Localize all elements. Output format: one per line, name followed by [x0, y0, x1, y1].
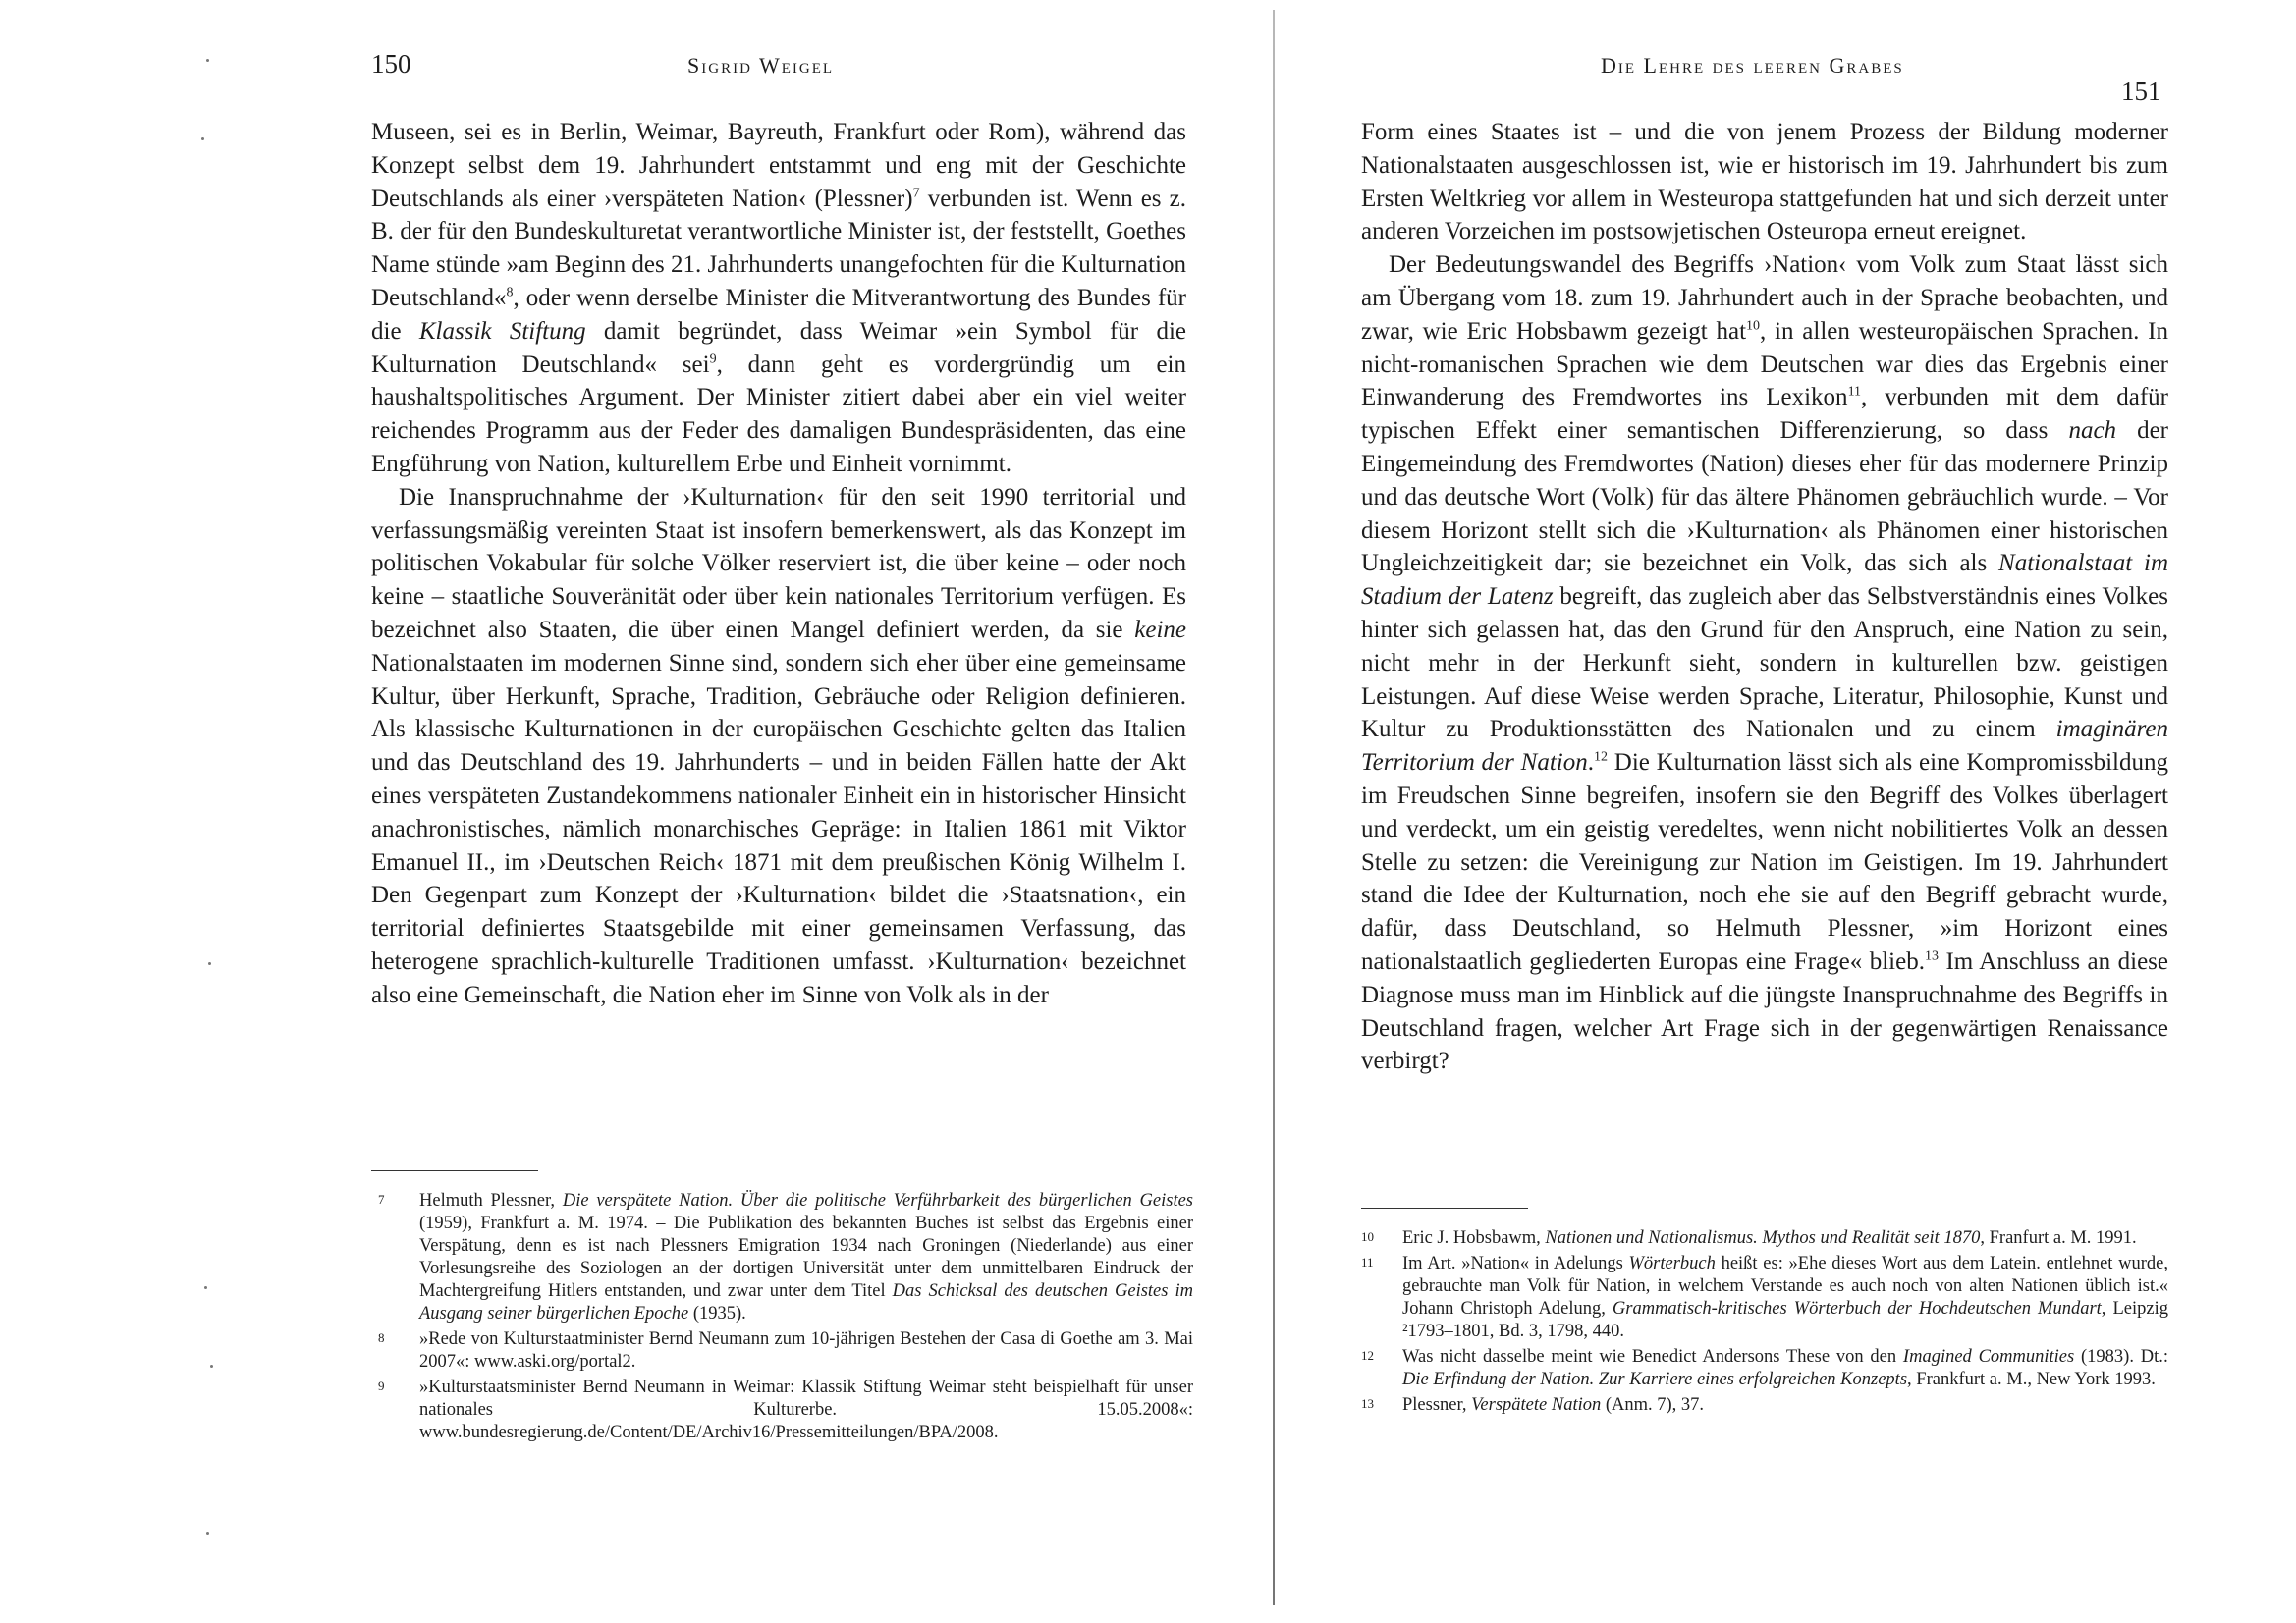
- text-run: »Kulturstaatsminister Bernd Neumann in Weimar: Klassik Stiftung Weimar steht beispielhaft für unser nationales Kulturerbe. 15.05.2008«: www.bundesregierung.de/Content/DE/Archiv16/Pressemitteilungen/BPA/2008.: [419, 1378, 1193, 1442]
- paragraph: [371, 481, 1186, 1012]
- right-page-number: 151: [2121, 77, 2161, 106]
- footnote: [378, 1377, 1193, 1444]
- italic-text: Grammatisch-kritisches Wörterbuch der Hochdeutschen Mundart: [1612, 1299, 2102, 1319]
- scan-speck: [208, 962, 211, 965]
- scan-speck: [206, 59, 209, 62]
- text-run: Plessner,: [1402, 1395, 1472, 1415]
- text-run: , Franfurt a. M. 1991.: [1980, 1228, 2137, 1248]
- italic-text: Verspätete Nation: [1471, 1395, 1602, 1415]
- left-running-head: Sigrid Weigel: [687, 53, 835, 78]
- text-run: Die Inanspruchnahme der ›Kulturnation‹ für den seit 1990 territorial und verfassungsmäßig vereinten Staat ist insofern bemerkenswert, als das Konzept im politischen Vokabular für solche Völker reserviert ist, die über keine – oder noch keine – staatliche Souveränität oder über kein nationales Territorium verfügen. Es bezeichnet also Staaten, die über einen Mangel definiert werden, da sie: [371, 483, 1186, 643]
- text-run: (1935).: [688, 1304, 746, 1324]
- footnote-reference: 12: [1593, 749, 1608, 765]
- text-run: Museen, sei es in Berlin, Weimar, Bayreuth, Frankfurt oder Rom), während das Konzept selbst dem 19. Jahrhundert entstammt und eng mit der Geschichte Deutschlands als einer ›verspäteten Nation‹ (Plessner): [371, 119, 1186, 212]
- right-body-text: [1361, 116, 2168, 1078]
- paragraph: [1361, 116, 2168, 248]
- italic-text: Nationen und Nationalismus. Mythos und Realität seit 1870: [1545, 1228, 1981, 1248]
- italic-text: Nationalstaat im Stadium der Latenz: [1361, 550, 2168, 611]
- italic-text: Imagined Communities: [1902, 1347, 2075, 1367]
- text-run: Die Kulturnation lässt sich als eine Kompromissbildung im Freudschen Sinne begreifen, insofern sie den Begriff des Volkes überlagert und verdeckt, um ein geistig veredeltes, wenn nicht nobilitiertes Volk an dessen Stelle zu setzen: die Vereinigung zur Nation im Geistigen. Im 19. Jahrhundert stand die Idee der Kulturnation, noch ehe sie auf den Begriff gebracht wurde, dafür, dass Deutschland, so Helmuth Plessner, »im Horizont eines nationalstaatlich gegliederten Europas eine Frage« blieb.: [1361, 749, 2168, 975]
- right-footnotes: [1361, 1227, 2168, 1420]
- footnote-reference: 11: [1847, 385, 1862, 401]
- footnote-reference: 9: [709, 352, 717, 367]
- footnote-number: 7: [378, 1192, 385, 1207]
- footnote-reference: 13: [1924, 948, 1939, 964]
- left-footnote-rule: [371, 1170, 538, 1171]
- right-footnote-rule: [1361, 1208, 1528, 1209]
- text-run: heißt es: »Ehe dieses Wort aus dem Latein. entlehnet wurde, gebrauchte man Volk für Nation, in welchem Verstande es auch noch von alten Nationen üblich ist.« Johann Christoph Adelung,: [1402, 1254, 2168, 1319]
- scan-speck: [204, 1286, 207, 1289]
- text-run: »Rede von Kulturstaatminister Bernd Neumann zum 10-jährigen Bestehen der Casa di Goethe am 3. Mai 2007«: www.aski.org/portal2.: [419, 1329, 1193, 1372]
- text-run: , dann geht es vordergründig um ein haushaltspolitisches Argument. Der Minister zitiert dabei aber ein viel weiter reichendes Programm aus der Feder des damaligen Bundespräsidenten, das eine Engführung von Nation, kulturellem Erbe und Einheit vornimmt.: [371, 351, 1186, 477]
- paragraph: [371, 116, 1186, 481]
- text-run: Was nicht dasselbe meint wie Benedict Andersons These von den: [1402, 1347, 1903, 1367]
- page-gutter: [1273, 10, 1275, 1605]
- left-body-text: [371, 116, 1186, 1012]
- italic-text: Die verspätete Nation. Über die politische Verführbarkeit des bürgerlichen Geistes: [562, 1191, 1193, 1211]
- footnote-number: 9: [378, 1379, 385, 1393]
- left-footnotes: [378, 1190, 1193, 1447]
- italic-text: Die Erfindung der Nation. Zur Karriere eines erfolgreichen Konzepts: [1402, 1370, 1908, 1389]
- text-run: , in allen westeuropäischen Sprachen. In nicht-romanischen Sprachen wie dem Deutschen war dies das Ergebnis einer Einwanderung des Fremdwortes ins Lexikon: [1361, 317, 2168, 411]
- text-run: verbunden ist. Wenn es z. B. der für den Bundeskulturetat verantwortliche Minister ist, der feststellt, Goethes Name stünde »am Beginn des 21. Jahrhunderts unangefochten für die Kulturnation Deutschland«: [371, 185, 1186, 311]
- text-run: Form eines Staates ist – und die von jenem Prozess der Bildung moderner Nationalstaaten ausgeschlossen ist, wie er historisch im 19. Jahrhundert bis zum Ersten Weltkrieg vor allem in Westeuropa stattgefunden hat und sich derzeit unter anderen Vorzeichen im postsowjetischen Osteuropa erneut ereignet.: [1361, 119, 2168, 245]
- text-run: (1959), Frankfurt a. M. 1974. – Die Publikation des bekannten Buches ist selbst das Ergebnis einer Verspätung, denn es ist nach Plessners Emigration 1934 nach Groningen (Niederlande) aus einer Vorlesungsreihe des Soziologen an der dortigen Universität unter dem unmittelbaren Eindruck der Machtergreifung Hitlers entstanden, und zwar unter dem Titel: [419, 1214, 1193, 1301]
- text-run: .: [1587, 749, 1594, 777]
- italic-text: Klassik Stiftung: [418, 317, 586, 345]
- text-run: begreift, das zugleich aber das Selbstverständnis eines Volkes hinter sich gelassen hat, das den Grund für den Anspruch, eine Nation zu sein, nicht mehr in der Herkunft sieht, sondern in kulturellen bzw. geistigen Leistungen. Auf diese Weise werden Sprache, Literatur, Philosophie, Kunst und Kultur zu Produktionsstätten des Nationalen und zu einem: [1361, 583, 2168, 743]
- text-run: Eric J. Hobsbawm,: [1402, 1228, 1546, 1248]
- text-run: , oder wenn derselbe Minister die Mitverantwortung des Bundes für die: [371, 284, 1186, 345]
- text-run: Im Art. »Nation« in Adelungs: [1402, 1254, 1629, 1273]
- footnote-reference: 8: [506, 285, 514, 300]
- text-run: (Anm. 7), 37.: [1601, 1395, 1705, 1415]
- footnote-number: 12: [1361, 1348, 1374, 1363]
- footnote: [378, 1328, 1193, 1374]
- text-run: damit begründet, dass Weimar »ein Symbol für die Kulturnation Deutschland« sei: [371, 317, 1186, 378]
- text-run: , Leipzig ²1793–1801, Bd. 3, 1798, 440.: [1402, 1299, 2168, 1341]
- paragraph: [1361, 248, 2168, 1078]
- footnote-number: 10: [1361, 1229, 1374, 1244]
- text-run: Nationalstaaten im modernen Sinne sind, sondern sich eher über eine gemeinsame Kultur, über Herkunft, Sprache, Tradition, Gebräuche oder Religion definieren. Als klassische Kulturnationen in der europäischen Geschichte gelten das Italien und das Deutschland des 19. Jahrhunderts – und in beiden Fällen hatte der Akt eines verspäteten Zustandekommens nationaler Einheit ein in historischer Hinsicht anachronistisches, nämlich monarchisches Gepräge: in Italien 1861 mit Viktor Emanuel II., im ›Deutschen Reich‹ 1871 mit dem preußischen König Wilhelm I. Den Gegenpart zum Konzept der ›Kulturnation‹ bildet die ›Staatsnation‹, ein territorial definiertes Staatsgebilde mit einer gemeinsamen Verfassung, das heterogene sprachlich-kulturelle Traditionen umfasst. ›Kulturnation‹ bezeichnet also eine Gemeinschaft, die Nation eher im Sinne von Volk als in der: [371, 649, 1186, 1008]
- footnote-number: 8: [378, 1330, 385, 1345]
- scan-speck: [210, 1365, 213, 1368]
- italic-text: nach: [2068, 417, 2117, 445]
- footnote: [1361, 1253, 2168, 1343]
- italic-text: Wörterbuch: [1628, 1254, 1716, 1273]
- scan-speck: [201, 137, 204, 140]
- right-running-head: Die Lehre des leeren Grabes: [1601, 53, 1904, 78]
- text-run: Im Anschluss an diese Diagnose muss man im Hinblick auf die jüngste Inanspruchnahme des Begriffs in Deutschland fragen, welcher Art Frage sich in der gegenwärtigen Renaissance verbirgt?: [1361, 947, 2168, 1075]
- italic-text: imaginären Territorium der Nation: [1361, 716, 2168, 777]
- footnote: [1361, 1227, 2168, 1250]
- text-run: Helmuth Plessner,: [419, 1191, 563, 1211]
- italic-text: keine: [1134, 616, 1186, 643]
- footnote-number: 13: [1361, 1396, 1374, 1411]
- text-run: Der Bedeutungswandel des Begriffs ›Nation‹ vom Volk zum Staat lässt sich am Übergang vom 18. zum 19. Jahrhundert auch in der Sprache beobachten, und zwar, wie Eric Hobsbawm gezeigt hat: [1361, 251, 2168, 345]
- right-page: [1277, 0, 2296, 1623]
- footnote: [378, 1190, 1193, 1325]
- text-run: , Frankfurt a. M., New York 1993.: [1907, 1370, 2156, 1389]
- text-run: , verbunden mit dem dafür typischen Effekt einer semantischen Differenzierung, so dass: [1361, 384, 2168, 445]
- left-page-number: 150: [371, 49, 411, 79]
- text-run: der Eingemeindung des Fremdwortes (Nation) dieses eher für das modernere Prinzip und das deutsche Wort (Volk) für das ältere Phänomen gebräuchlich wurde. – Vor diesem Horizont stellt sich die ›Kulturnation‹ als Phänomen einer historischen Ungleichzeitigkeit dar; sie bezeichnet ein Volk, das sich als: [1361, 417, 2169, 577]
- footnote-number: 11: [1361, 1255, 1374, 1270]
- text-run: (1983). Dt.:: [2074, 1347, 2168, 1367]
- footnote: [1361, 1394, 2168, 1417]
- footnote-reference: 10: [1746, 318, 1761, 334]
- footnote: [1361, 1346, 2168, 1391]
- italic-text: Das Schicksal des deutschen Geistes im Ausgang seiner bürgerlichen Epoche: [419, 1281, 1193, 1324]
- scan-speck: [206, 1532, 209, 1535]
- footnote-reference: 7: [912, 186, 920, 201]
